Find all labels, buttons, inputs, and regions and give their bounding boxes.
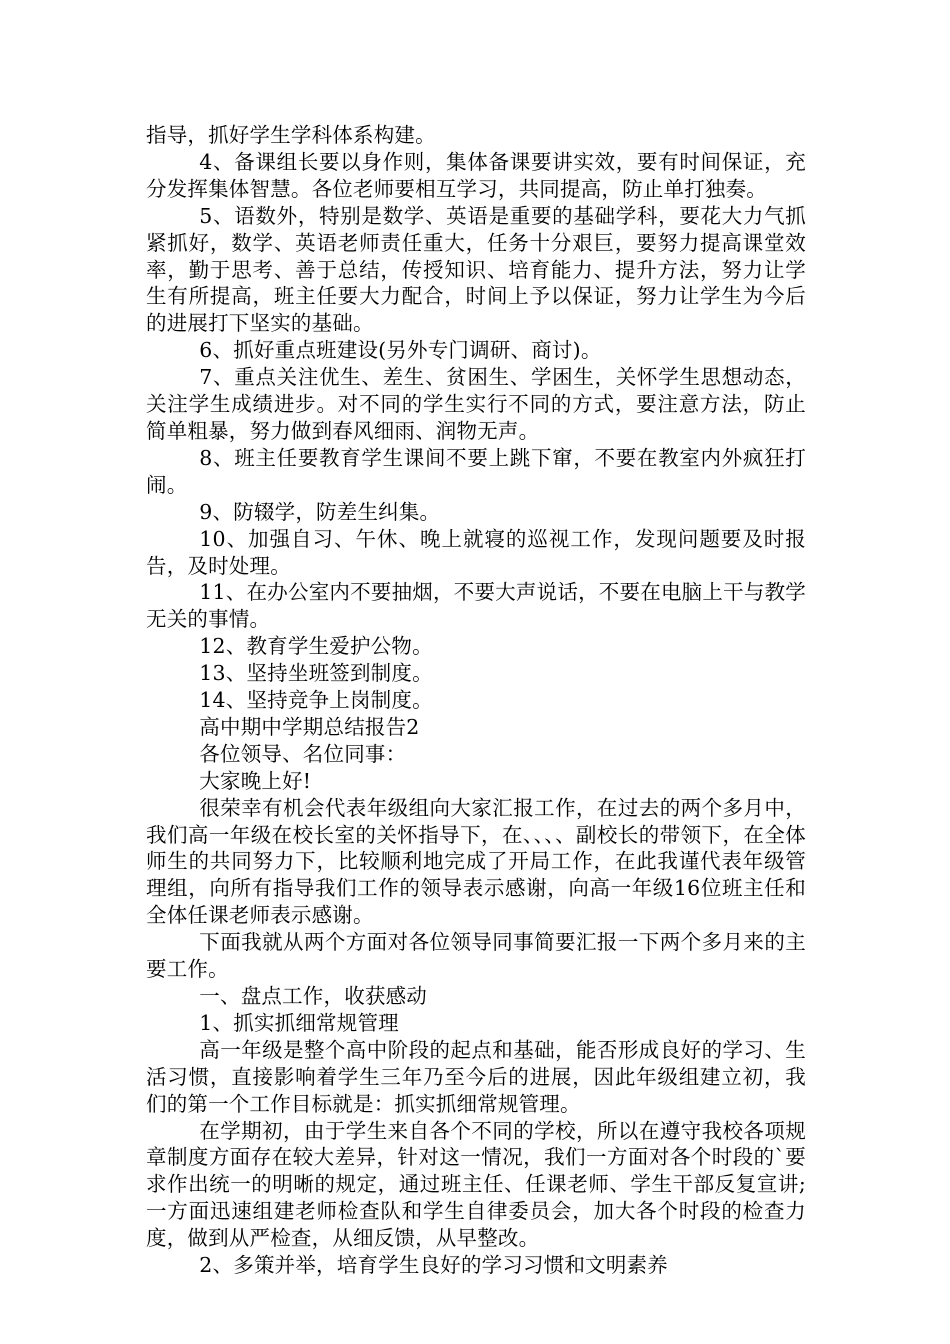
paragraph-5: 7、重点关注优生、差生、贫困生、学困生，关怀学生思想动态，关注学生成绩进步。对不同的学生实行不同的方式，要注意方法，防止简单粗暴，努力做到春风细雨、润物无声。 <box>146 365 806 443</box>
paragraph-11: 13、坚持坐班签到制度。 <box>199 661 433 686</box>
paragraph-8: 10、加强自习、午休、晚上就寝的巡视工作，发现问题要及时报告，及时处理。 <box>146 526 806 578</box>
paragraph-2: 4、备课组长要以身作则，集体备课要讲实效，要有时间保证，充分发挥集体智慧。各位老师要相互学习，共同提高，防止单打独奏。 <box>146 149 806 201</box>
paragraph-10: 12、教育学生爱护公物。 <box>199 634 433 659</box>
paragraph-4: 6、抓好重点班建设(另外专门调研、商讨)。 <box>199 338 602 363</box>
greeting: 大家晚上好! <box>199 768 312 793</box>
paragraph-6: 8、班主任要教育学生课间不要上跳下窜，不要在教室内外疯狂打闹。 <box>146 445 806 497</box>
subheading-1: 1、抓实抓细常规管理 <box>199 1010 399 1035</box>
section-title: 高中期中学期总结报告2 <box>199 714 420 739</box>
paragraph-7: 9、防辍学，防差生纠集。 <box>199 499 441 524</box>
paragraph-21: 在学期初，由于学生来自各个不同的学校，所以在遵守我校各项规章制度方面存在较大差异，针对这一情况，我们一方面对各个时段的`要求作出统一的明晰的规定，通过班主任、任课老师、学生干部反复宣讲;一方面迅速组建老师检查队和学生自律委员会，加大各个时段的检查力度，做到从严检查，从细反馈，从早整改。 <box>146 1118 806 1251</box>
paragraph-17: 下面我就从两个方面对各位领导同事简要汇报一下两个多月来的主要工作。 <box>146 930 806 982</box>
paragraph-1: 指导，抓好学生学科体系构建。 <box>146 123 436 147</box>
paragraph-16: 很荣幸有机会代表年级组向大家汇报工作，在过去的两个多月中，我们高一年级在校长室的关怀指导下，在、、、、副校长的带领下，在全体师生的共同努力下，比较顺利地完成了开局工作，在此我谨代表年级管理组，向所有指导我们工作的领导表示感谢，向高一年级16位班主任和全体任课老师表示感谢。 <box>146 795 806 928</box>
document-body <box>146 122 806 1279</box>
paragraph-9: 11、在办公室内不要抽烟，不要大声说话，不要在电脑上干与教学无关的事情。 <box>146 580 806 632</box>
salutation: 各位领导、名位同事： <box>199 741 407 766</box>
paragraph-20: 高一年级是整个高中阶段的起点和基础，能否形成良好的学习、生活习惯，直接影响着学生三年乃至今后的进展，因此年级组建立初，我们的第一个工作目标就是：抓实抓细常规管理。 <box>146 1037 806 1116</box>
paragraph-3: 5、语数外，特别是数学、英语是重要的基础学科，要花大力气抓紧抓好，数学、英语老师责任重大，任务十分艰巨，要努力提高课堂效率，勤于思考、善于总结，传授知识、培育能力、提升方法，努力让学生有所提高，班主任要大力配合，时间上予以保证，努力让学生为今后的进展打下坚实的基础。 <box>146 203 806 336</box>
subheading-2: 2、多策并举，培育学生良好的学习习惯和文明素养 <box>199 1253 668 1278</box>
heading-1: 一、盘点工作，收获感动 <box>199 984 427 1008</box>
paragraph-12: 14、坚持竞争上岗制度。 <box>199 688 433 713</box>
